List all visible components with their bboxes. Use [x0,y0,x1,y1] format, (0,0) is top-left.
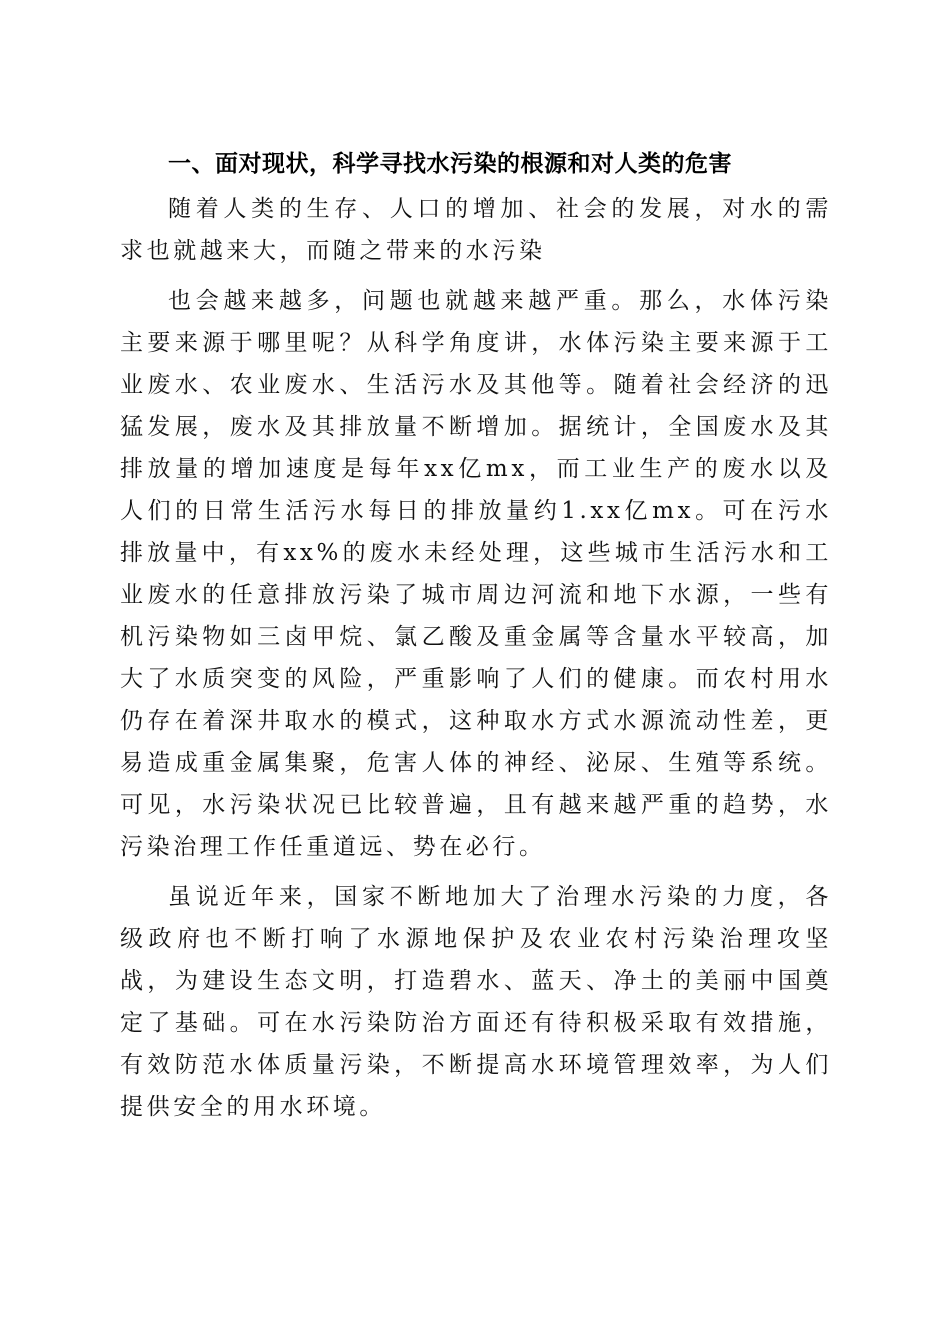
paragraph: 虽说近年来，国家不断地加大了治理水污染的力度，各级政府也不断打响了水源地保护及农业农村污染治理攻坚战，为建设生态文明，打造碧水、蓝天、净土的美丽中国奠定了基础。可在水污染防治方面还有待积极采取有效措施，有效防范水体质量污染，不断提高水环境管理效率，为人们提供安全的用水环境。 [120,884,832,1120]
paragraph: 随着人类的生存、人口的增加、社会的发展，对水的需求也就越来大，而随之带来的水污染 [120,196,832,264]
document-body [120,146,832,1128]
paragraph: 也会越来越多，问题也就越来越严重。那么，水体污染主要来源于哪里呢？从科学角度讲，水体污染主要来源于工业废水、农业废水、生活污水及其他等。随着社会经济的迅猛发展，废水及其排放量不断增加。据统计，全国废水及其排放量的增加速度是每年xx亿mx，而工业生产的废水以及人们的日常生活污水每日的排放量约1.xx亿mx。可在污水排放量中，有xx%的废水未经处理，这些城市生活污水和工业废水的任意排放污染了城市周边河流和地下水源，一些有机污染物如三卤甲烷、氯乙酸及重金属等含量水平较高，加大了水质突变的风险，严重影响了人们的健康。而农村用水仍存在着深井取水的模式，这种取水方式水源流动性差，更易造成重金属集聚，危害人体的神经、泌尿、生殖等系统。可见，水污染状况已比较普遍，且有越来越严重的趋势，水污染治理工作任重道远、势在必行。 [120,288,832,860]
section-heading: 一、面对现状，科学寻找水污染的根源和对人类的危害 [168,151,732,177]
